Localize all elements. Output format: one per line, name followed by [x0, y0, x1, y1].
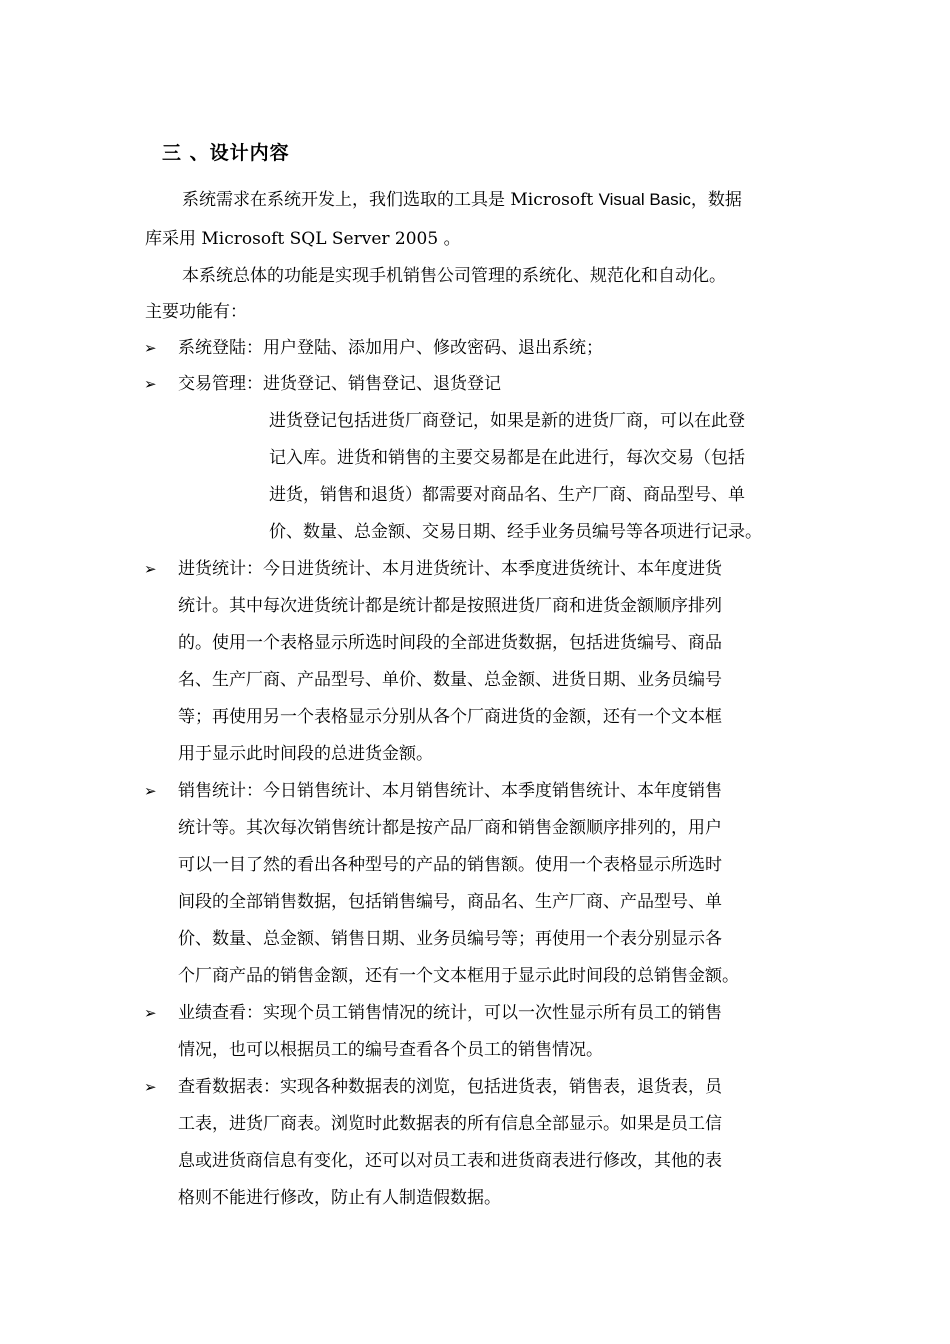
list-item-purchase-stats: 等；再使用另一个表格显示分别从各个厂商进货的金额，还有一个文本框 — [178, 707, 722, 727]
list-item-trade-detail: 记入库。进货和销售的主要交易都是在此进行，每次交易（包括 — [269, 448, 745, 468]
list-item-tables: 格则不能进行修改，防止有人制造假数据。 — [178, 1188, 501, 1208]
intro-text: ，数据 — [690, 190, 742, 210]
list-item-tables: 息或进货商信息有变化，还可以对员工表和进货商表进行修改，其他的表 — [178, 1151, 722, 1171]
list-item-sales-stats: 可以一目了然的看出各种型号的产品的销售额。使用一个表格显示所选时 — [178, 855, 722, 875]
bullet-arrow-icon: ➢ — [144, 782, 157, 800]
list-item-purchase-stats: 名、生产厂商、产品型号、单价、数量、总金额、进货日期、业务员编号 — [178, 670, 722, 690]
list-item-trade: 交易管理：进货登记、销售登记、退货登记 — [178, 374, 501, 394]
list-item-purchase-stats: 用于显示此时间段的总进货金额。 — [178, 744, 433, 764]
intro-text: 系统需求在系统开发上，我们选取的工具是 Microsoft — [182, 190, 599, 210]
bullet-arrow-icon: ➢ — [144, 375, 157, 393]
bullet-arrow-icon: ➢ — [144, 560, 157, 578]
list-item-trade-detail: 进货登记包括进货厂商登记，如果是新的进货厂商，可以在此登 — [269, 411, 745, 431]
intro-text-product: Visual Basic — [598, 190, 691, 209]
list-item-tables: 查看数据表：实现各种数据表的浏览，包括进货表，销售表，退货表，员 — [178, 1077, 722, 1097]
intro-paragraph-line: 库采用 Microsoft SQL Server 2005 。 — [145, 229, 461, 249]
list-item-sales-stats: 间段的全部销售数据，包括销售编号，商品名、生产厂商、产品型号、单 — [178, 892, 722, 912]
intro-paragraph-line — [182, 188, 742, 212]
list-item-sales-stats: 个厂商产品的销售金额，还有一个文本框用于显示此时间段的总销售金额。 — [178, 966, 739, 986]
intro-paragraph-line: 主要功能有： — [145, 302, 247, 322]
list-item-purchase-stats: 的。使用一个表格显示所选时间段的全部进货数据，包括进货编号、商品 — [178, 633, 722, 653]
section-heading: 三 、设计内容 — [162, 142, 290, 164]
list-item-sales-stats: 统计等。其次每次销售统计都是按产品厂商和销售金额顺序排列的，用户 — [178, 818, 722, 838]
bullet-arrow-icon: ➢ — [144, 1004, 157, 1022]
list-item-login: 系统登陆：用户登陆、添加用户、修改密码、退出系统； — [178, 338, 603, 358]
list-item-purchase-stats: 统计。其中每次进货统计都是统计都是按照进货厂商和进货金额顺序排列 — [178, 596, 722, 616]
intro-paragraph-line: 本系统总体的功能是实现手机销售公司管理的系统化、规范化和自动化。 — [182, 266, 726, 286]
list-item-sales-stats: 销售统计：今日销售统计、本月销售统计、本季度销售统计、本年度销售 — [178, 781, 722, 801]
list-item-sales-stats: 价、数量、总金额、销售日期、业务员编号等；再使用一个表分别显示各 — [178, 929, 722, 949]
list-item-tables: 工表，进货厂商表。浏览时此数据表的所有信息全部显示。如果是员工信 — [178, 1114, 722, 1134]
list-item-performance: 业绩查看：实现个员工销售情况的统计，可以一次性显示所有员工的销售 — [178, 1003, 722, 1023]
bullet-arrow-icon: ➢ — [144, 339, 157, 357]
list-item-trade-detail: 价、数量、总金额、交易日期、经手业务员编号等各项进行记录。 — [269, 522, 762, 542]
bullet-arrow-icon: ➢ — [144, 1078, 157, 1096]
list-item-purchase-stats: 进货统计：今日进货统计、本月进货统计、本季度进货统计、本年度进货 — [178, 559, 722, 579]
list-item-performance: 情况，也可以根据员工的编号查看各个员工的销售情况。 — [178, 1040, 603, 1060]
list-item-trade-detail: 进货，销售和退货）都需要对商品名、生产厂商、商品型号、单 — [269, 485, 745, 505]
